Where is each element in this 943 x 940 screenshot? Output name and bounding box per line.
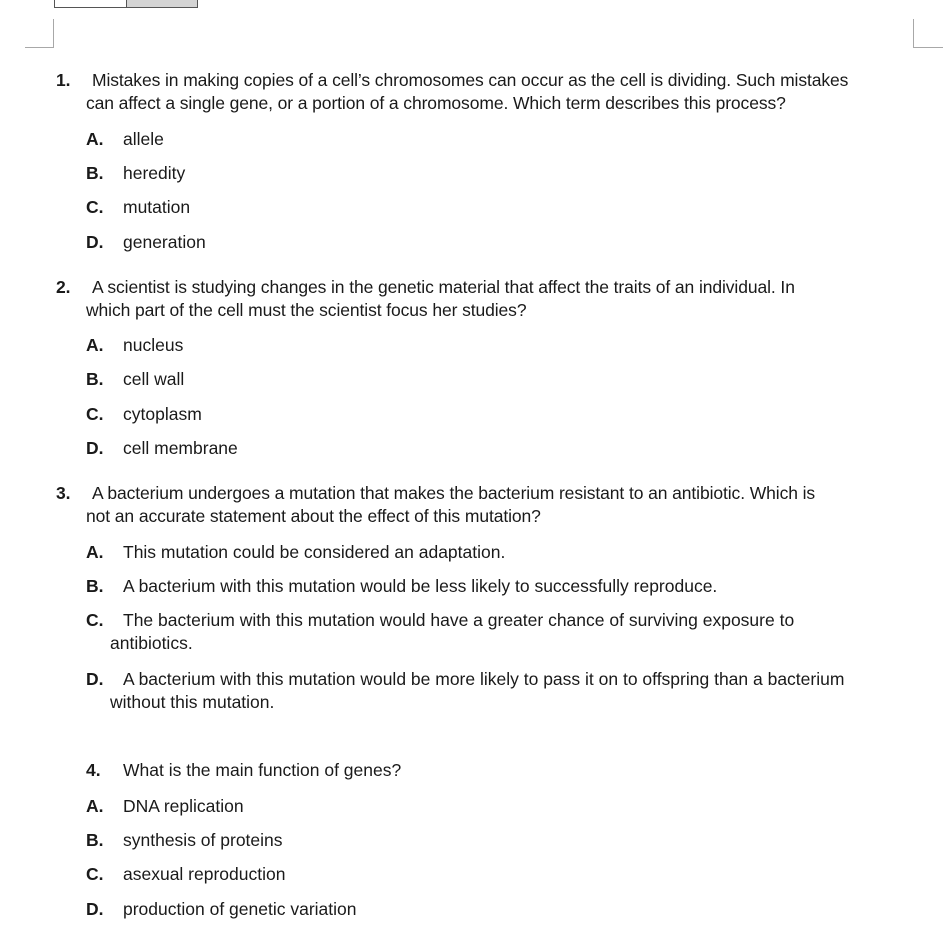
- question-1-option-c[interactable]: [86, 196, 190, 219]
- option-letter: B.: [86, 576, 104, 596]
- option-text: cytoplasm: [123, 404, 202, 424]
- crop-mark-left: [53, 19, 54, 47]
- option-letter: B.: [86, 369, 104, 389]
- question-4-stem: [86, 759, 401, 782]
- question-2-option-b[interactable]: [86, 368, 184, 391]
- question-4-option-a[interactable]: [86, 795, 244, 818]
- question-2-stem: [56, 276, 906, 322]
- question-number: 1.: [56, 70, 71, 90]
- crop-mark-left: [25, 47, 54, 48]
- option-text: without this mutation.: [110, 692, 275, 712]
- question-text: which part of the cell must the scientist focus her studies?: [86, 300, 527, 320]
- question-text: not an accurate statement about the effect of this mutation?: [86, 506, 541, 526]
- question-text: A bacterium undergoes a mutation that makes the bacterium resistant to an antibiotic. Which is: [92, 483, 816, 503]
- option-letter: C.: [86, 197, 104, 217]
- option-letter: C.: [86, 404, 104, 424]
- question-1-option-a[interactable]: [86, 128, 164, 151]
- question-2-option-c[interactable]: [86, 403, 202, 426]
- question-4-option-d[interactable]: [86, 898, 356, 921]
- header-tab-box-shaded: [126, 0, 198, 8]
- option-text: generation: [123, 232, 206, 252]
- question-4-option-c[interactable]: [86, 863, 285, 886]
- option-letter: D.: [86, 669, 104, 689]
- option-letter: B.: [86, 163, 104, 183]
- option-letter: B.: [86, 830, 104, 850]
- option-text: cell membrane: [123, 438, 238, 458]
- question-text: can affect a single gene, or a portion of a chromosome. Which term describes this process?: [86, 93, 786, 113]
- question-1-option-b[interactable]: [86, 162, 185, 185]
- question-3-stem: [56, 482, 906, 528]
- option-letter: C.: [86, 610, 104, 630]
- question-text: Mistakes in making copies of a cell’s chromosomes can occur as the cell is dividing. Such mistakes: [92, 70, 849, 90]
- option-text: synthesis of proteins: [123, 830, 283, 850]
- option-text: The bacterium with this mutation would have a greater chance of surviving exposure to: [123, 610, 795, 630]
- question-number: 4.: [86, 760, 101, 780]
- crop-mark-right: [913, 47, 943, 48]
- question-text: A scientist is studying changes in the genetic material that affect the traits of an individual. In: [92, 277, 795, 297]
- option-text: cell wall: [123, 369, 185, 389]
- question-4-option-b[interactable]: [86, 829, 283, 852]
- option-text: mutation: [123, 197, 191, 217]
- question-3-option-a[interactable]: [86, 541, 505, 564]
- option-letter: A.: [86, 542, 104, 562]
- option-letter: C.: [86, 864, 104, 884]
- option-text: heredity: [123, 163, 186, 183]
- crop-mark-right: [913, 19, 914, 47]
- question-2-option-d[interactable]: [86, 437, 238, 460]
- option-letter: A.: [86, 129, 104, 149]
- question-number: 2.: [56, 277, 71, 297]
- option-letter: A.: [86, 796, 104, 816]
- question-3-option-b[interactable]: [86, 575, 717, 598]
- header-tab-box: [54, 0, 127, 8]
- option-text: allele: [123, 129, 164, 149]
- option-text: production of genetic variation: [123, 899, 357, 919]
- option-letter: D.: [86, 438, 104, 458]
- option-text: A bacterium with this mutation would be more likely to pass it on to offspring than a bacterium: [123, 669, 845, 689]
- question-1-option-d[interactable]: [86, 231, 206, 254]
- option-text: nucleus: [123, 335, 184, 355]
- question-2-option-a[interactable]: [86, 334, 183, 357]
- option-letter: D.: [86, 232, 104, 252]
- option-text: antibiotics.: [110, 633, 193, 653]
- question-1-stem: [56, 69, 906, 115]
- option-letter: A.: [86, 335, 104, 355]
- option-text: asexual reproduction: [123, 864, 286, 884]
- option-letter: D.: [86, 899, 104, 919]
- option-text: DNA replication: [123, 796, 244, 816]
- option-text: A bacterium with this mutation would be less likely to successfully reproduce.: [123, 576, 718, 596]
- question-number: 3.: [56, 483, 71, 503]
- question-3-option-c[interactable]: [86, 609, 794, 655]
- question-3-option-d[interactable]: [86, 668, 844, 714]
- option-text: This mutation could be considered an adaptation.: [123, 542, 506, 562]
- question-text: What is the main function of genes?: [123, 760, 402, 780]
